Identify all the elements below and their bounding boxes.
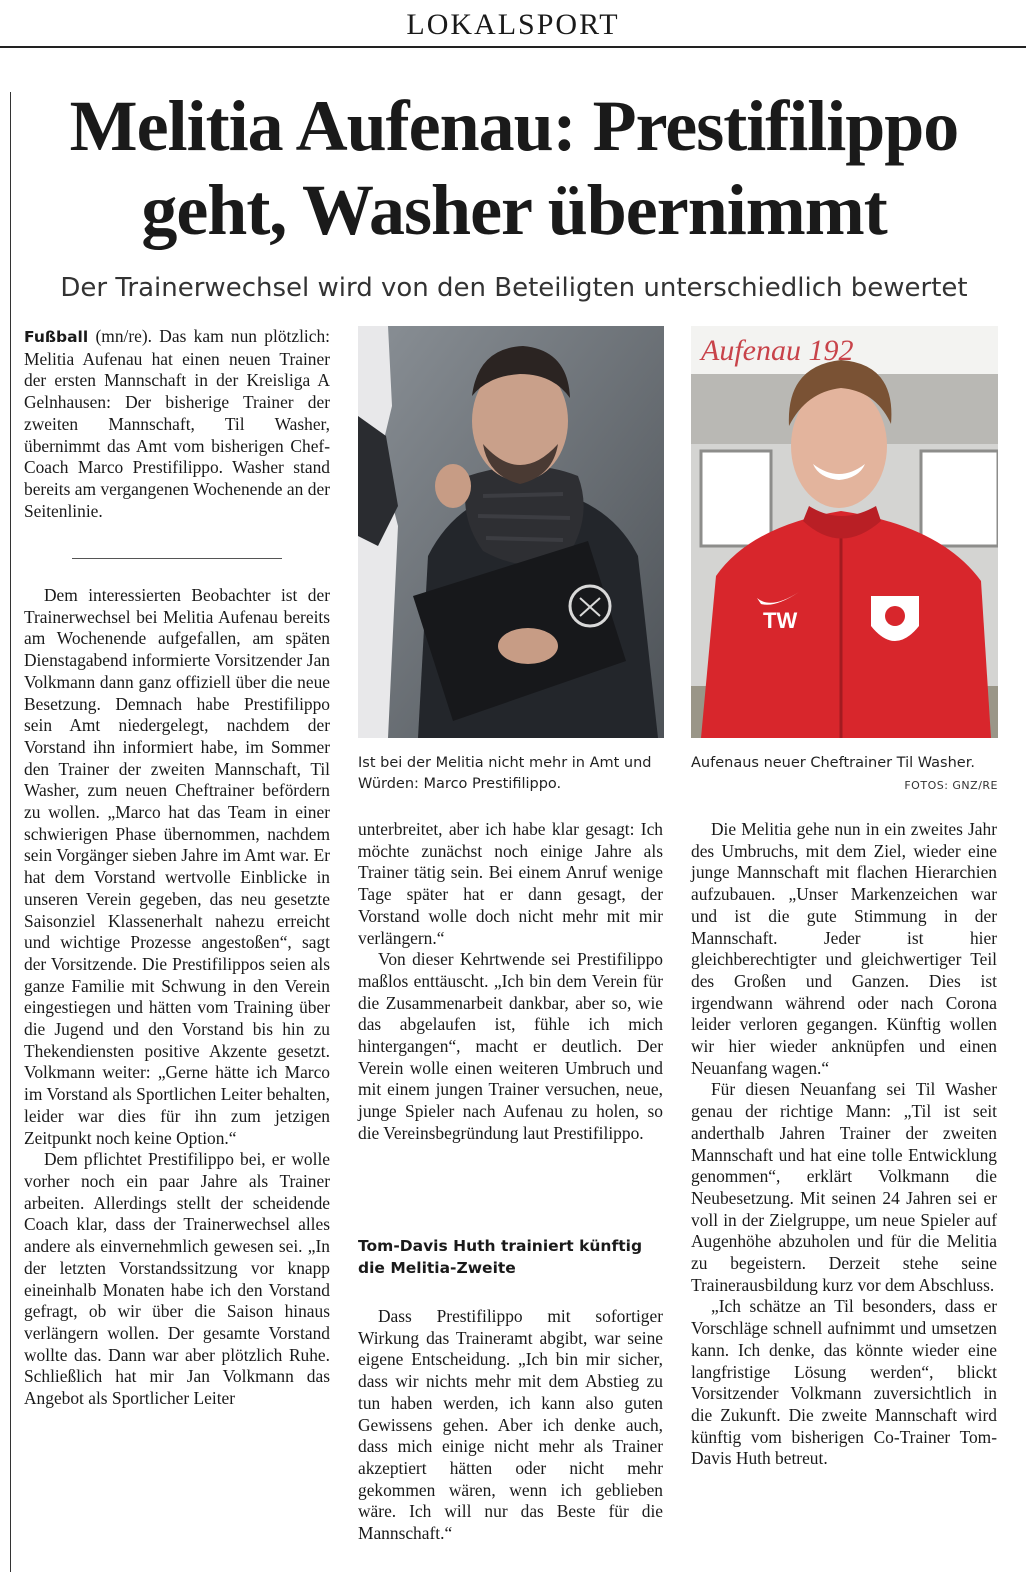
headline-line-2: geht, Washer übernimmt [141, 170, 887, 250]
photo-credit: FOTOS: GNZ/RE [904, 779, 998, 792]
lead-divider [72, 558, 282, 559]
paragraph: Dem pflichtet Prestifilippo bei, er wolle vorher noch ein paar Jahre als Trainer arbeiten. Allerdings stellt der scheidende Coach klar, dass der Trainerwechsel alles andere als einvernehmlich gewesen sei. „In der letzten Vorstandssitzung vor knapp eineinhalb Monaten habe ich den Vorstand gefragt, ob wir über die Saison hinaus verlängern wollen. Der gesamte Vorstand wollte das. Dann war aber plötzlich Ruhe. Schließlich hat mir Jan Volkmann das Angebot als Sportlicher Leiter [24, 1149, 330, 1409]
subheadline: Der Trainerwechsel wird von den Beteiligten unterschiedlich bewertet [60, 273, 968, 303]
photo-washer [691, 326, 998, 738]
coach-illustration [358, 326, 664, 738]
article-column-3 [691, 819, 997, 1470]
article-column-2-continued [358, 1306, 663, 1545]
banner-text: Aufenau 192 [701, 334, 854, 367]
paragraph: Dass Prestifilippo mit sofortiger Wirkung das Traineramt abgibt, war seine eigene Entscheidung. „Ich bin mir sicher, dass wir nichts mehr mit dem Abstieg zu tun haben werden, ich kann also guten Gewissens gehen. Aber ich denke auch, dass mich einige nicht mehr als Trainer akzeptiert hätten oder nicht mehr gekommen wären, wenn ich geblieben wäre. Ich will nur das Beste für die Mannschaft.“ [358, 1306, 663, 1544]
paragraph: Für diesen Neuanfang sei Til Washer genau der richtige Mann: „Til ist seit anderthalb Jahren Trainer der zweiten Mannschaft und hat eine tolle Entwicklung genommen“, erklärt Volkmann die Neubesetzung. Mit seinen 24 Jahren sei er voll in der Zielgruppe, um neue Spieler auf Augenhöhe abzuholen und für die Melitia zu begeistern. Derzeit stehe seine Trainerausbildung kurz vor dem Abschluss. [691, 1079, 997, 1295]
washer-illustration [691, 326, 998, 738]
section-title: LOKALSPORT [406, 8, 620, 41]
paragraph: unterbreitet, aber ich habe klar gesagt: Ich möchte zunächst noch einige Jahre als Trainer tätig sein. Bei einem Anruf wenige Tage später hat er dann gesagt, der Vorstand wolle doch nicht mehr mit mir verlängern.“ [358, 819, 663, 948]
jacket-initials: TW [763, 608, 798, 633]
section-header [0, 0, 1026, 48]
paragraph: Von dieser Kehrtwende sei Prestifilippo maßlos enttäuscht. „Ich bin dem Verein für die Zusammenarbeit dankbar, aber so, wie das abgelaufen ist, fühle ich mich hintergangen“, macht er deutlich. Der Verein wolle einen weiteren Umbruch und mit einem jungen Trainer versuchen, neue, junge Spieler nach Aufenau zu holen, so die Vereinsbegründung laut Prestifilippo. [358, 949, 663, 1143]
intertitle: Tom-Davis Huth trainiert künftig die Melitia-Zweite [358, 1237, 643, 1277]
headline [14, 84, 1014, 252]
headline-line-1: Melitia Aufenau: Prestifilippo [69, 86, 959, 166]
lead-text: (mn/re). Das kam nun plötzlich: Melitia Aufenau hat einen neuen Trainer der ersten Mannschaft in der Kreisliga A Gelnhausen: Der bisherige Trainer der zweiten Mannschaft, Til Washer, übernimmt das Amt vom bisherigen Chef-Coach Marco Prestifilippo. Washer stand bereits am vergangenen Wochenende an der Seitenlinie. [24, 326, 330, 521]
article-column-1 [24, 585, 330, 1410]
photo-caption-1: Ist bei der Melitia nicht mehr in Amt und Würden: Marco Prestifilippo. [358, 755, 652, 792]
lead-paragraph [24, 326, 330, 522]
article-column-2 [358, 819, 663, 1145]
lead-kicker: Fußball [24, 328, 89, 346]
photo-caption-2: Aufenaus neuer Cheftrainer Til Washer. [691, 755, 975, 771]
paragraph: Die Melitia gehe nun in ein zweites Jahr des Umbruchs, mit dem Ziel, wieder eine junge Mannschaft mit flachen Hierarchien aufzubauen. „Unser Markenzeichen war und ist die gute Stimmung in der Mannschaft. Jeder ist hier gleichberechtigter und gleichwertiger Teil des Großen und Ganzen. Dies ist irgendwann während oder nach Corona leider verloren gegangen. Künftig wollen wir hier wieder anknüpfen und einen Neuanfang wagen.“ [691, 819, 997, 1078]
paragraph: „Ich schätze an Til besonders, dass er Vorschläge schnell aufnimmt und umsetzen kann. Ich denke, das könnte wieder eine langfristige Lösung werden“, blickt Vorsitzender Volkmann zuversichtlich in die Zukunft. Die zweite Mannschaft wird künftig vom bisherigen Co-Trainer Tom-Davis Huth betreut. [691, 1296, 997, 1469]
paragraph: Dem interessierten Beobachter ist der Trainerwechsel bei Melitia Aufenau bereits am Wochenende aufgefallen, am späten Dienstagabend informierte Vorsitzender Jan Volkmann dann ganz offiziell über die neue Besetzung. Demnach habe Prestifilippo sein Amt niedergelegt, nachdem der Vorstand ihn informiert habe, im Sommer den Trainer der zweiten Mannschaft, Til Washer, zum neuen Cheftrainer befördern zu wollen. „Marco hat das Team in einer schwierigen Phase übernommen, nachdem sein Vorgänger sieben Jahre im Amt war. Er hat dem Vorstand wertvolle Einblicke in unseren Verein gegeben, das neu gesetzte Saisonziel Klassenerhalt nahezu erreicht und wichtige Prozesse angestoßen“, sagt der Vorsitzende. Die Prestifilippos seien als ganze Familie mit Schwung in den Verein eingestiegen und hätten vom Training über die Jugend und den Vorstand bis hin zu Thekendiensten positive Akzente gesetzt. Volkmann weiter: „Gerne hätte ich Marco im Vorstand als Sportlichen Leiter behalten, leider war dies für ihn zum jetzigen Zeitpunkt noch keine Option.“ [24, 585, 330, 1148]
photo-prestifilippo [358, 326, 664, 738]
column-rule [10, 92, 11, 1572]
